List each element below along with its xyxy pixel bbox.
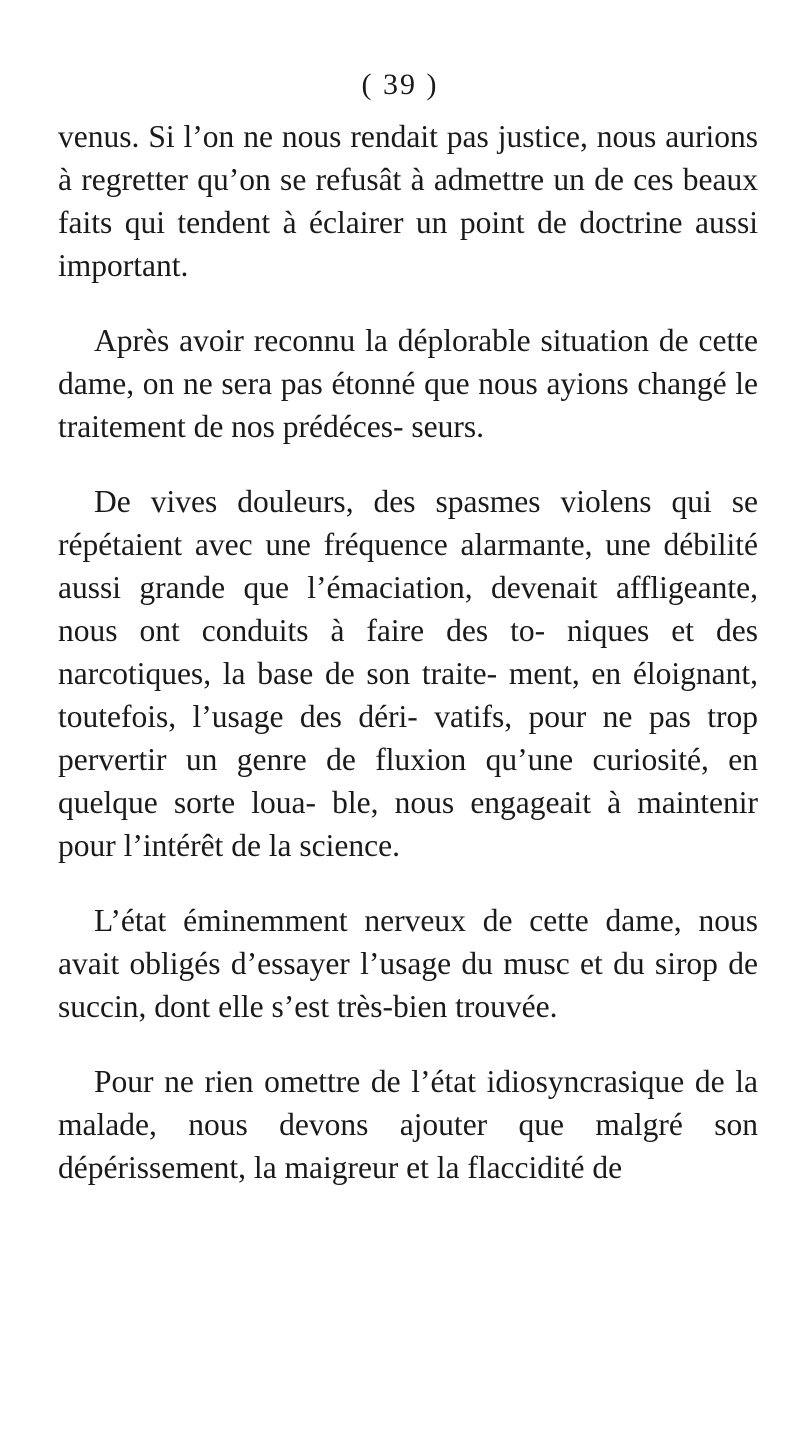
paragraph-5: Pour ne rien omettre de l’état idiosyncrasique de la malade, nous devons ajouter que malgré son dépérissement, la maigreur et la flaccidité de [58,1064,758,1185]
paragraph-gap [58,448,758,480]
body-text [58,115,758,1189]
paragraph-1: venus. Si l’on ne nous rendait pas justice, nous aurions à regretter qu’on se refusât à admettre un de ces beaux faits qui tendent à éclairer un point de doctrine aussi important. [58,119,758,283]
paragraph-gap [58,1028,758,1060]
paragraph-3: De vives douleurs, des spasmes violens qui se répétaient avec une fréquence alarmante, une débilité aussi grande que l’émaciation, devenait affligeante, nous ont conduits à faire des to- niques et des narcotiques, la base de son traite- ment, en éloignant, toutefois, l’usage des déri- vatifs, pour ne pas trop pervertir un genre de fluxion qu’une curiosité, en quelque sorte loua- ble, nous engageait à maintenir pour l’intérêt de la science. [58,484,758,863]
paragraph-4: L’état éminemment nerveux de cette dame, nous avait obligés d’essayer l’usage du musc et du sirop de succin, dont elle s’est très-bien trouvée. [58,903,758,1024]
paragraph-gap [58,867,758,899]
paragraph-2: Après avoir reconnu la déplorable situation de cette dame, on ne sera pas étonné que nous ayions changé le traitement de nos prédéces- seurs. [58,323,758,444]
paragraph-gap [58,287,758,319]
page-number: ( 39 ) [361,68,439,101]
